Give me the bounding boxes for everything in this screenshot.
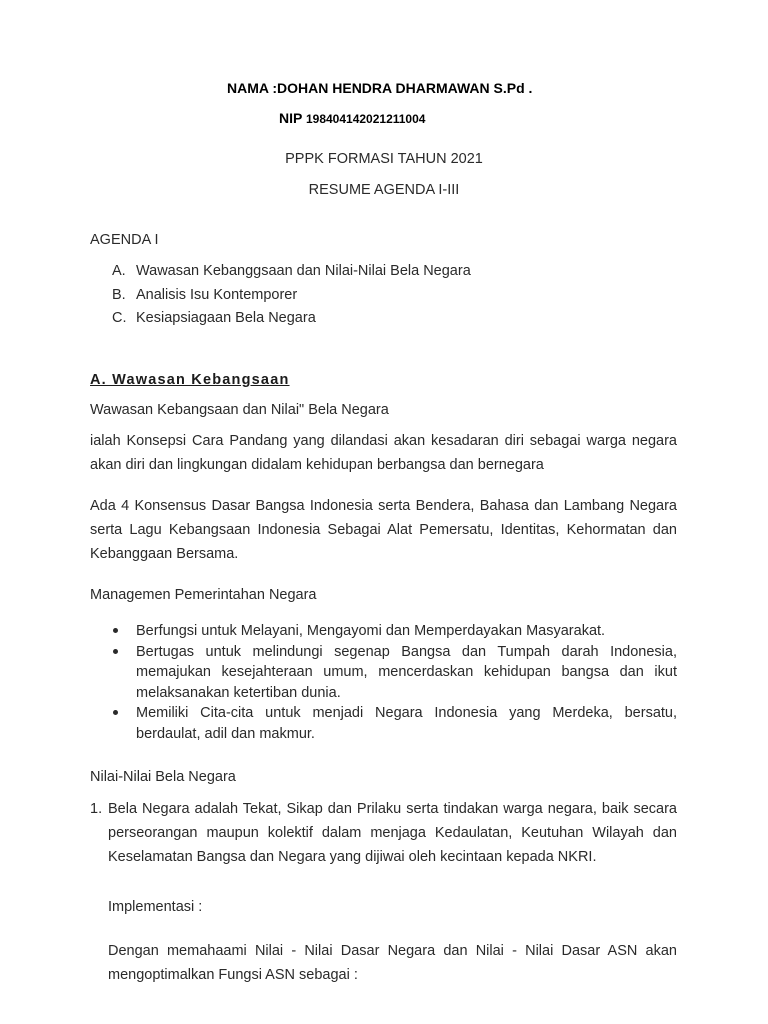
section-subtitle: Wawasan Kebangsaan dan Nilai" Bela Negara	[90, 402, 389, 418]
values-title: Nilai-Nilai Bela Negara	[90, 769, 236, 785]
list-item	[110, 642, 677, 704]
list-marker: C.	[112, 310, 127, 326]
list-item	[112, 284, 471, 308]
list-item	[110, 703, 677, 744]
bullet-icon	[113, 628, 118, 633]
implementation-label: Implementasi :	[108, 899, 203, 915]
implementation-paragraph: Dengan memahaami Nilai - Nilai Dasar Negara dan Nilai - Nilai Dasar ASN akan mengoptimalkan Fungsi ASN sebagai :	[108, 943, 677, 983]
management-title: Managemen Pemerintahan Negara	[90, 587, 317, 603]
agenda-list	[112, 260, 471, 331]
list-marker: B.	[112, 286, 126, 303]
consensus-paragraph: Ada 4 Konsensus Dasar Bangsa Indonesia serta Bendera, Bahasa dan Lambang Negara serta Lagu Kebangsaan Indonesia Sebagai Alat Pemersatu, Identitas, Kehormatan dan Kebanggaan Bersama.	[90, 498, 677, 562]
list-number: 1.	[90, 801, 103, 817]
list-item-text: Berfungsi untuk Melayani, Mengayomi dan Memperdayakan Masyarakat.	[136, 623, 606, 639]
author-nip	[279, 110, 425, 126]
list-item	[112, 260, 471, 284]
list-item	[90, 797, 677, 869]
list-marker: A.	[112, 263, 126, 279]
bullet-icon	[113, 649, 118, 654]
list-item-text: Bela Negara adalah Tekat, Sikap dan Prilaku serta tindakan warga negara, baik secara perseorangan maupun kolektif dalam menjaga Kedaulatan, Keutuhan Wilayah dan Keselamatan Bangsa dan Negara yang dijiwai oleh kecintaan kepada NKRI.	[108, 801, 677, 865]
definition-paragraph: ialah Konsepsi Cara Pandang yang dilandasi akan kesadaran diri sebagai warga negara akan diri dan lingkungan didalam kehidupan berbangsa dan bernegara	[90, 433, 677, 473]
management-list	[110, 621, 677, 744]
list-item-text: Kesiapsiagaan Bela Negara	[136, 310, 316, 326]
list-item-text: Memiliki Cita-cita untuk menjadi Negara Indonesia yang Merdeka, bersatu, berdaulat, adil dan makmur.	[136, 705, 677, 742]
list-item-text: Wawasan Kebanggsaan dan Nilai-Nilai Bela Negara	[136, 263, 471, 279]
section-heading: A. Wawasan Kebangsaan	[90, 372, 290, 388]
list-item	[110, 621, 677, 642]
nip-value: 198404142021211004	[305, 112, 426, 126]
list-item	[112, 307, 471, 331]
resume-title: RESUME AGENDA I-III	[308, 182, 460, 198]
formation-title: PPPK FORMASI TAHUN 2021	[285, 151, 483, 167]
nip-label: NIP	[279, 110, 306, 126]
bullet-icon	[113, 710, 118, 715]
author-name: NAMA :DOHAN HENDRA DHARMAWAN S.Pd .	[227, 80, 533, 96]
agenda-title: AGENDA I	[90, 232, 159, 248]
list-item-text: Analisis Isu Kontemporer	[136, 286, 298, 303]
list-item-text: Bertugas untuk melindungi segenap Bangsa dan Tumpah darah Indonesia, memajukan kesejahteraan umum, mencerdaskan kehidupan bangsa dan ikut melaksanakan ketertiban dunia.	[136, 643, 677, 701]
